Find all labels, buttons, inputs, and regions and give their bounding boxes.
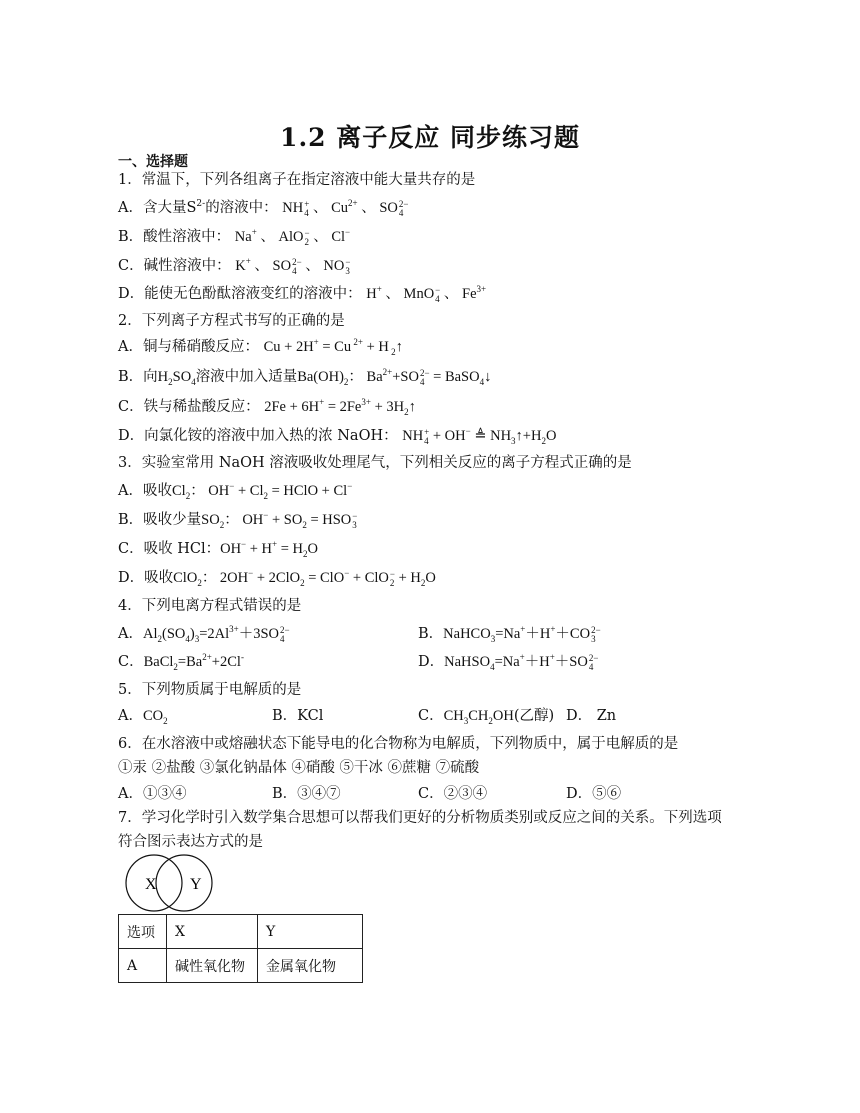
q4-b-prefix: B．	[418, 626, 444, 642]
q4-d-formula: NaHSO$_4$=Na+＋H+＋SO 2− 4	[444, 652, 599, 672]
q3-stem: 3．实验室常用 NaOH 溶液吸收处理尾气，下列相关反应的离子方程式正确的是	[118, 455, 632, 471]
q5-option-a[interactable]: A．$CO_2$	[118, 708, 168, 726]
q4-option-d[interactable]	[418, 652, 598, 672]
q1-option-a[interactable]	[118, 198, 408, 218]
q6-option-a[interactable]: A．①③④	[118, 786, 187, 802]
q2-d-prefix: D．向氯化铵的溶液中加入热的浓 NaOH：	[118, 428, 398, 444]
venn-label-y: Y	[190, 876, 202, 893]
options-table	[118, 914, 363, 983]
q1-d-formula: H+ 、 MnO − 4 、 $Fe^{3+}$	[366, 284, 487, 304]
table-header-cell: X	[167, 915, 258, 949]
q3-d-formula: ClO$_2$： 2OH− + 2ClO$_2$ = ClO− + ClO − 2 + $H_2O$	[173, 568, 436, 588]
q4-stem: 4．下列电离方程式错误的是	[118, 598, 302, 614]
q5-a-prefix: A．	[118, 708, 143, 724]
q1-option-d[interactable]	[118, 284, 486, 304]
q2-option-d[interactable]	[118, 426, 556, 446]
q2-option-c[interactable]	[118, 397, 416, 417]
q5-option-d[interactable]: D． Zn	[566, 708, 617, 724]
q1-c-prefix: C．碱性溶液中：	[118, 258, 231, 274]
q4-a-prefix: A．	[118, 626, 143, 642]
q1-d-prefix: D．能使无色酚酞溶液变红的溶液中：	[118, 286, 362, 302]
table-header-cell: 选项	[119, 915, 167, 949]
q6-items: ①汞 ②盐酸 ③氯化钠晶体 ④硝酸 ⑤干冰 ⑥蔗糖 ⑦硫酸	[118, 760, 480, 776]
q3-option-a[interactable]	[118, 481, 352, 501]
table-cell: 金属氧化物	[258, 949, 363, 983]
q1-a-formula: NH + 4 、 $Cu^{2+}$ 、 SO 2− 4	[282, 198, 409, 218]
q2-a-formula: Cu + 2H+ = Cu $^{2+}$ + H $_2$↑	[263, 337, 403, 357]
q6-stem: 6．在水溶液中或熔融状态下能导电的化合物称为电解质，下列物质中，属于电解质的是	[118, 736, 679, 752]
q7-stem-line1: 7．学习化学时引入数学集合思想可以帮我们更好的分析物质类别或反应之间的关系。下列选项	[118, 810, 722, 826]
table-row[interactable]	[119, 949, 363, 983]
q5-option-b[interactable]: B．KCl	[272, 708, 324, 724]
q2-stem: 2．下列离子方程式书写的正确的是	[118, 313, 345, 329]
q5-stem: 5．下列物质属于电解质的是	[118, 682, 302, 698]
q2-b-mid: 溶液中加入适量	[195, 369, 298, 385]
q4-option-b[interactable]	[418, 624, 601, 644]
q2-c-formula: $2Fe + 6H^+ = 2Fe^{3+}$ + $3H_2↑$	[264, 397, 416, 417]
q1-option-b[interactable]	[118, 227, 350, 247]
section-heading: 一、选择题	[118, 154, 188, 170]
q3-c-prefix: C．吸收 HCl：	[118, 541, 221, 557]
q5-c-prefix: C．	[418, 708, 444, 724]
q2-a-prefix: A．铜与稀硝酸反应：	[118, 339, 259, 355]
q1-option-c[interactable]	[118, 256, 350, 276]
q6-option-c[interactable]: C．②③④	[418, 786, 488, 802]
q6-option-b[interactable]: B．③④⑦	[272, 786, 341, 802]
q1-stem: 1．常温下，下列各组离子在指定溶液中能大量共存的是	[118, 172, 476, 188]
q3-a-prefix: A．吸收	[118, 483, 172, 499]
q7-stem-line2: 符合图示表达方式的是	[118, 834, 263, 850]
q3-option-b[interactable]	[118, 510, 357, 530]
q3-b-prefix: B．吸收少量	[118, 512, 202, 528]
venn-label-x: X	[145, 876, 157, 893]
q3-option-c[interactable]	[118, 539, 318, 559]
q3-b-formula: $SO_2$： $OH^- + SO_2$ = HSO − 3	[201, 510, 358, 530]
venn-circle-y	[156, 855, 212, 911]
q1-a-mid: 的溶液中：	[205, 200, 278, 216]
q4-d-prefix: D．	[418, 654, 445, 670]
q2-b-formula: $Ba(OH)_2$： $Ba^{2+}+SO$ 2− 4 = BaSO$_4$↓	[297, 367, 492, 387]
q2-option-a[interactable]	[118, 337, 403, 357]
page-title: 1.2 离子反应 同步练习题	[280, 123, 580, 152]
q1-c-formula: K+ 、 SO 2− 4 、 NO − 3	[235, 256, 351, 276]
q6-option-d[interactable]: D．⑤⑥	[566, 786, 622, 802]
q3-a-formula: $Cl_2$： $OH^- + Cl_2$ = HClO + Cl−	[171, 481, 353, 501]
q2-option-b[interactable]: B．向$H_2SO_4$溶液中加入适量$Ba(OH)_2$： $Ba^{2+}+SO$ 2− 4 = BaSO$_4$↓	[118, 367, 492, 387]
q5-option-c[interactable]: C．$CH_3CH_2OH$(乙醇)	[418, 708, 555, 726]
table-header-cell: Y	[258, 915, 363, 949]
q2-d-formula: NH + 4 + OH− ≜ $NH_3↑+H_2O$	[402, 426, 557, 446]
q4-b-formula: NaHCO$_3$=Na+＋H+＋CO 2− 3	[443, 624, 601, 644]
q1-b-formula: Na+ 、 AlO − 2 、 Cl−	[234, 227, 351, 247]
table-cell: A	[119, 949, 167, 983]
q1-b-prefix: B．酸性溶液中：	[118, 229, 231, 245]
q2-c-prefix: C．铁与稀盐酸反应：	[118, 399, 260, 415]
q3-d-prefix: D．吸收	[118, 570, 174, 586]
q4-option-a[interactable]	[118, 624, 290, 644]
q1-a-prefix: A．含大量S	[118, 200, 197, 216]
q1-a-sup: 2-	[196, 199, 206, 210]
q2-b-prefix: B．向	[118, 369, 158, 385]
venn-diagram	[124, 853, 216, 913]
table-cell: 碱性氧化物	[167, 949, 258, 983]
q4-c-prefix: C．	[118, 654, 144, 670]
q3-option-d[interactable]	[118, 568, 436, 588]
q4-option-c[interactable]	[118, 652, 244, 672]
q4-c-formula: $BaCl_2=Ba^{2+}+2Cl^-$	[143, 652, 244, 672]
q4-a-formula: $Al_2(SO_4)_3=2Al^{3+}+3SO$ 2− 4	[142, 624, 290, 644]
q3-c-formula: $OH^- + H^+ = H_2O$	[220, 539, 318, 559]
table-header-row	[119, 915, 363, 949]
q5-c-note: (乙醇)	[513, 708, 555, 724]
